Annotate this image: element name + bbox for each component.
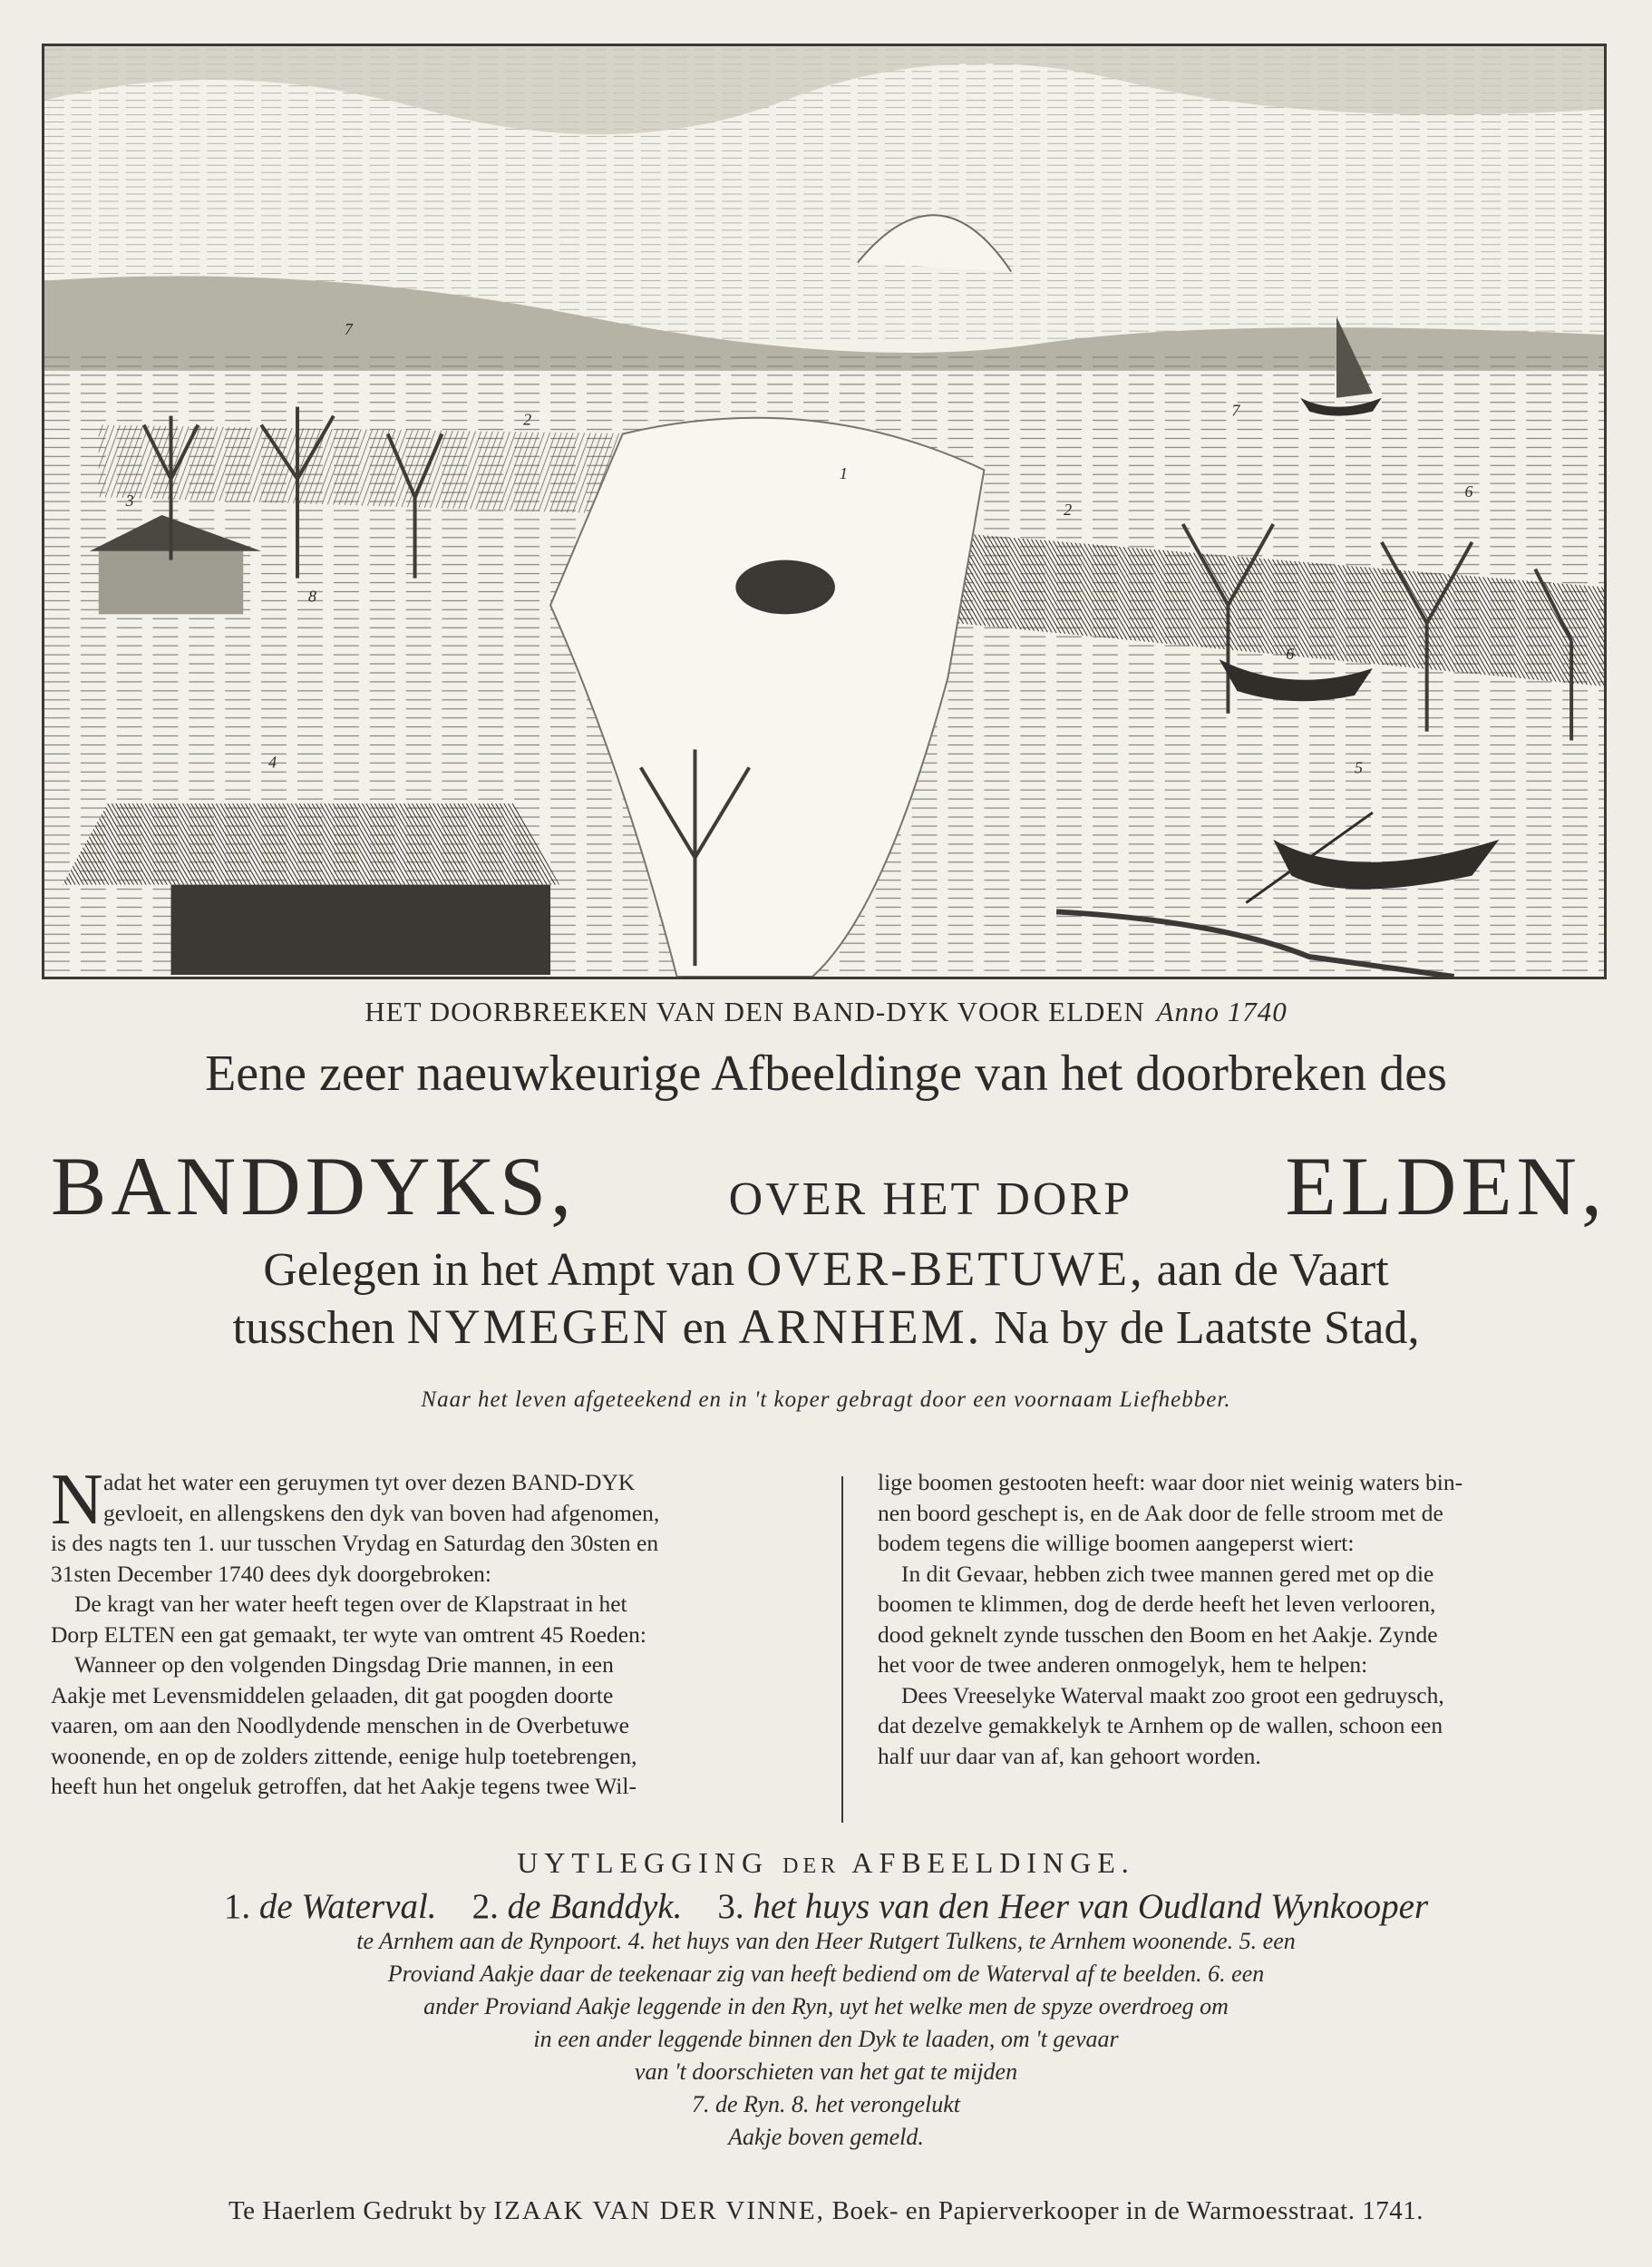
- title-arnhem: ARNHEM.: [738, 1299, 983, 1354]
- legend-line: 7. de Ryn. 8. het verongelukt: [691, 2091, 961, 2117]
- title-line-3-c: aan de Vaart: [1156, 1244, 1389, 1296]
- legend-num: 3.: [717, 1887, 744, 1926]
- legend-num: 1.: [223, 1887, 251, 1926]
- legend-line: in een ander leggende binnen den Dyk te laaden, om 't gevaar: [533, 2026, 1119, 2052]
- marker-2-left: 2: [523, 410, 532, 429]
- imprint-c: Boek- en Papierverkooper in de Warmoesstraat. 1741.: [831, 2196, 1424, 2225]
- legend-item: de Banddyk.: [507, 1887, 683, 1926]
- legend-heading-b: DER: [782, 1854, 841, 1878]
- title-line-4-e: Na by de Laatste Stad,: [994, 1302, 1420, 1354]
- title-line-3: [0, 1241, 1652, 1297]
- body-right-line: dat dezelve gemakkelyk te Arnhem op de wallen, schoon een: [878, 1712, 1443, 1738]
- engraving-plate: [42, 44, 1607, 979]
- legend-heading: [0, 1846, 1652, 1880]
- marker-7-right: 7: [1231, 401, 1240, 420]
- body-right-line: In dit Gevaar, hebben zich twee mannen gered met op die: [901, 1560, 1434, 1587]
- body-right-line: lige boomen gestooten heeft: waar door niet weinig waters bin-: [878, 1469, 1463, 1495]
- title-elden: ELDEN,: [1285, 1140, 1607, 1232]
- marker-3: 3: [125, 491, 134, 511]
- title-line-3-a: Gelegen in het Ampt van: [263, 1244, 735, 1296]
- imprint-a: Te Haerlem Gedrukt by: [228, 2196, 487, 2225]
- body-column-right: [878, 1467, 1630, 1771]
- legend-item: de Waterval.: [258, 1887, 437, 1926]
- title-line-4: [0, 1299, 1652, 1355]
- body-right-line: bodem tegens die willige boomen aangeperst wiert:: [878, 1530, 1355, 1556]
- plate-caption-main: HET DOORBREEKEN VAN DEN BAND-DYK VOOR ELDEN: [364, 996, 1145, 1027]
- title-line-1: Eene zeer naeuwkeurige Afbeeldinge van het doorbreken des: [205, 1046, 1447, 1102]
- body-left-line: Aakje met Levensmiddelen gelaaden, dit gat poogden doorte: [51, 1681, 614, 1708]
- flood-illustration: [44, 46, 1604, 977]
- body-left-line: is des nagts ten 1. uur tusschen Vrydag en Saturdag den 30sten en: [51, 1530, 659, 1556]
- legend-line: ander Proviand Aakje leggende in den Ryn, uyt het welke men de spyze overdroeg om: [423, 1993, 1229, 2019]
- legend-line: Aakje boven gemeld.: [728, 2124, 924, 2150]
- body-left-line: Dorp ELTEN een gat gemaakt, ter wyte van omtrent 45 Roeden:: [51, 1620, 646, 1648]
- marker-6-far: 6: [1464, 482, 1473, 501]
- plate-caption-anno: Anno 1740: [1156, 996, 1288, 1027]
- body-left-line: adat het water een geruymen tyt over dezen BAND-DYK: [103, 1469, 636, 1495]
- legend-line: te Arnhem aan de Rynpoort. 4. het huys van den Heer Rutgert Tulkens, te Arnhem woonende. 5. een: [356, 1928, 1296, 1954]
- imprint-printer-name: IZAAK VAN DER VINNE,: [493, 2196, 825, 2225]
- title-over-betuwe: OVER-BETUWE,: [746, 1241, 1145, 1296]
- title-over-het-dorp: OVER HET DORP: [728, 1173, 1133, 1225]
- legend-item: het huys van den Heer van Oudland Wynkooper: [753, 1887, 1429, 1926]
- drop-cap: N: [51, 1460, 103, 1540]
- body-left-line: woonende, en op de zolders zittende, eenige hulp toetebrengen,: [51, 1742, 637, 1769]
- body-column-left: [51, 1460, 812, 1802]
- title-line-2: [51, 1138, 1607, 1234]
- body-left-line: Wanneer op den volgenden Dingsdag Drie mannen, in een: [74, 1651, 614, 1678]
- legend-line-1: [0, 1886, 1652, 1927]
- body-right-line: half uur daar van af, kan gehoort worden.: [878, 1742, 1261, 1769]
- body-right-line: dood geknelt zynde tusschen den Boom en het Aakje. Zynde: [878, 1620, 1438, 1648]
- body-right-line: het voor de twee anderen onmogelyk, hem te helpen:: [878, 1651, 1368, 1678]
- body-left-line: vaaren, om aan den Noodlydende menschen in de Overbetuwe: [51, 1712, 629, 1738]
- marker-1: 1: [839, 464, 848, 483]
- marker-6-boat: 6: [1286, 645, 1295, 664]
- marker-8: 8: [307, 587, 316, 606]
- body-right-line: nen boord geschept is, en de Aak door de felle stroom met de: [878, 1499, 1443, 1526]
- breach-rubble: [735, 560, 835, 615]
- title-banddyks: BANDDYKS,: [51, 1140, 577, 1232]
- title-line-4-c: en: [682, 1302, 727, 1354]
- subtitle: Naar het leven afgeteekend en in 't koper gebragt door een voornaam Liefhebber.: [421, 1387, 1231, 1412]
- legend-line: van 't doorschieten van het gat te mijden: [634, 2058, 1018, 2085]
- marker-5: 5: [1354, 758, 1363, 777]
- legend-num: 2.: [471, 1887, 499, 1926]
- title-nymegen: NYMEGEN: [406, 1299, 671, 1354]
- body-left-line: De kragt van her water heeft tegen over de Klapstraat in het: [74, 1591, 627, 1617]
- legend-heading-c: AFBEELDINGE.: [851, 1846, 1135, 1879]
- body-right-line: Dees Vreeselyke Waterval maakt zoo groot een gedruysch,: [901, 1681, 1444, 1708]
- marker-2-right: 2: [1064, 500, 1073, 519]
- plate-caption: [0, 996, 1652, 1028]
- printer-imprint: [0, 2196, 1652, 2226]
- column-divider: [841, 1476, 843, 1823]
- legend-heading-a: UYTLEGGING: [517, 1846, 770, 1879]
- body-left-line: heeft hun het ongeluk getroffen, dat het Aakje tegens twee Wil-: [51, 1773, 637, 1799]
- body-left-line: gevloeit, en allengskens den dyk van boven had afgenomen,: [103, 1499, 660, 1526]
- legend-line: Proviand Aakje daar de teekenaar zig van heeft bediend om de Waterval af te beelden. 6. een: [387, 1961, 1265, 1987]
- title-line-4-a: tusschen: [232, 1302, 395, 1354]
- body-left-line: 31sten December 1740 dees dyk doorgebroken:: [51, 1560, 492, 1587]
- marker-7-left: 7: [344, 320, 353, 339]
- marker-4: 4: [268, 753, 277, 772]
- body-right-line: boomen te klimmen, dog de derde heeft het leven verlooren,: [878, 1591, 1436, 1617]
